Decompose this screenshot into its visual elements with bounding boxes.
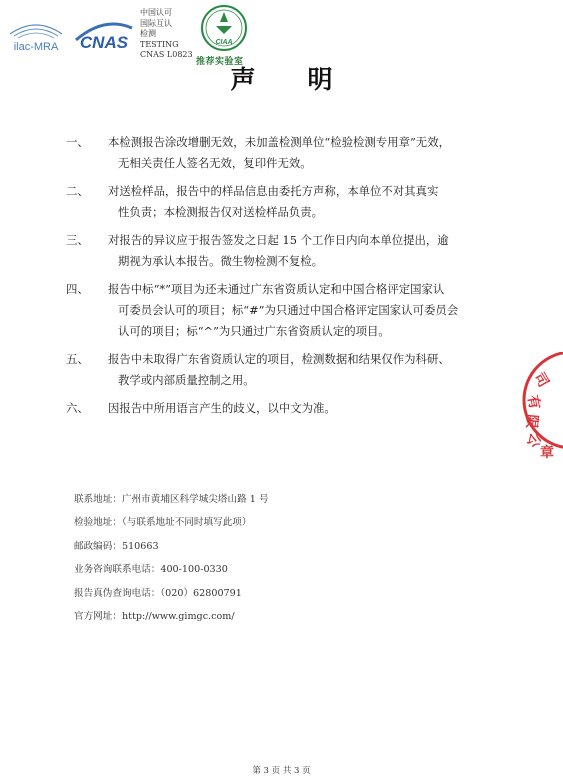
clause-text: 报告中未取得广东省资质认定的项目，检测数据和结果仅作为科研、 [108, 352, 450, 366]
ciaa-logo-text: CIAA [215, 39, 233, 46]
svg-text:公: 公 [523, 430, 544, 450]
contact-address: 联系地址：广州市黄埔区科学城尖塔山路 1 号 [74, 494, 269, 505]
clause-text: 教学或内部质量控制之用。 [118, 373, 255, 387]
inspection-address: 检验地址：（与联系地址不同时填写此项） [74, 517, 252, 529]
business-phone: 业务咨询联系电话：400-100-0330 [74, 564, 228, 576]
postcode: 邮政编码：510663 [74, 540, 159, 552]
clause-text: 因报告中所用语言产生的歧义，以中文为准。 [108, 401, 336, 415]
clause-text: 可委员会认可的项目；标“#”为只通过中国合格评定国家认可委员会 [118, 303, 459, 317]
page-title: 声明 [230, 65, 385, 94]
clause-text: 本检测报告涂改增删无效，未加盖检测单位“检验检测专用章”无效， [108, 135, 450, 149]
ciaa-logo [200, 4, 248, 52]
clause-item [66, 230, 486, 272]
contact-info [74, 488, 268, 628]
cnas-accreditation-text [140, 8, 193, 61]
clause-text: 对报告的异议应于报告签发之日起 15 个工作日内向本单位提出，逾 [108, 233, 449, 247]
svg-text:章: 章 [540, 445, 554, 461]
cnas-line: TESTING [140, 39, 179, 49]
cnas-logo [70, 10, 138, 56]
clause-item [66, 349, 486, 391]
svg-text:限: 限 [522, 413, 540, 429]
cnas-line: 检测 [140, 29, 156, 38]
cnas-logo-text: CNAS [79, 33, 129, 52]
declaration-clauses [66, 132, 486, 426]
clause-text: 无相关责任人签名无效，复印件无效。 [118, 156, 312, 170]
clause-text: 报告中标“*”项目为还未通过广东省资质认定和中国合格评定国家认 [108, 282, 445, 296]
clause-item [66, 398, 486, 419]
official-website: 官方网址：http://www.gimgc.com/ [74, 611, 235, 623]
ciaa-caption: 推荐实验室 [196, 57, 244, 67]
clause-item [66, 132, 486, 174]
cnas-line: 国际互认 [140, 18, 172, 28]
clause-number: 五、 [66, 352, 89, 366]
clause-number: 四、 [66, 282, 89, 296]
clause-item [66, 279, 486, 342]
clause-text: 认可的项目；标“^”为只通过广东省资质认定的项目。 [118, 324, 390, 338]
page-number: 第 3 页 共 3 页 [252, 766, 311, 776]
svg-text:司: 司 [530, 370, 552, 391]
ilac-mra-logo [6, 14, 66, 58]
clause-item [66, 181, 486, 223]
ilac-logo-text: ilac-MRA [13, 41, 59, 53]
verification-phone: 报告真伪查询电话：（020）62800791 [74, 587, 242, 599]
clause-number: 二、 [66, 184, 89, 198]
company-seal-stamp [500, 352, 563, 462]
clause-number: 六、 [66, 401, 89, 415]
clause-text: 对送检样品，报告中的样品信息由委托方声称，本单位不对其真实 [108, 184, 439, 198]
svg-text:有: 有 [524, 393, 543, 411]
clause-text: 性负责；本检测报告仅对送检样品负责。 [118, 205, 324, 219]
clause-number: 三、 [66, 233, 89, 247]
clause-text: 期视为承认本报告。微生物检测不复检。 [118, 254, 324, 268]
cnas-line: 中国认可 [140, 8, 172, 17]
clause-number: 一、 [66, 135, 89, 149]
cnas-line: CNAS L0823 [140, 50, 193, 59]
